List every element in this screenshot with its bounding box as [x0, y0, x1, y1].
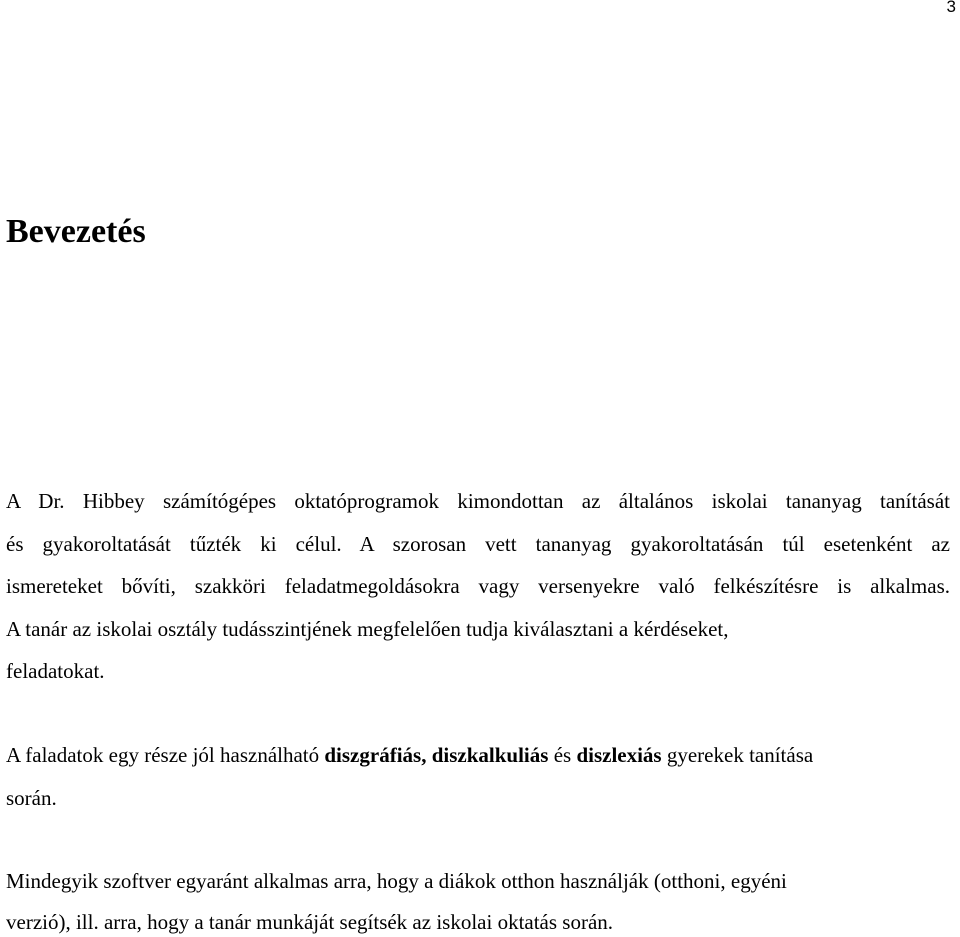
paragraph-1-line-5: feladatokat.: [6, 659, 105, 683]
paragraph-2-text-1: A faladatok egy része jól használható: [6, 743, 325, 767]
paragraph-2-line-1: [6, 741, 813, 769]
paragraph-2-line-2: során.: [6, 786, 57, 810]
paragraph-3-line-1: Mindegyik szoftver egyaránt alkalmas arra, hogy a diákok otthon használják (otthoni, egyéni: [6, 869, 787, 893]
paragraph-2-text-3: gyerekek tanítása: [661, 743, 814, 767]
paragraph-1-line-3: ismereteket bővíti, szakköri feladatmegoldásokra vagy versenyekre való felkészítésre is alkalmas.: [6, 574, 950, 598]
paragraph-1-line-1: A Dr. Hibbey számítógépes oktatóprogramok kimondottan az általános iskolai tananyag tanítását: [6, 489, 950, 513]
page-number: 3: [946, 0, 956, 16]
paragraph-2-text-2: és: [548, 743, 577, 767]
paragraph-2-bold-2: diszlexiás: [576, 743, 662, 767]
paragraph-2-bold-1: diszgráfiás, diszkalkuliás: [324, 743, 549, 767]
paragraph-1-line-4: A tanár az iskolai osztály tudásszintjének megfelelően tudja kiválasztani a kérdéseket,: [6, 617, 729, 641]
paragraph-3-line-2: verzió), ill. arra, hogy a tanár munkáját segítsék az iskolai oktatás során.: [6, 910, 614, 934]
paragraph-1-line-2: és gyakoroltatását tűzték ki célul. A szorosan vett tananyag gyakoroltatásán túl esetenként az: [6, 532, 950, 556]
page-title: Bevezetés: [6, 213, 146, 250]
